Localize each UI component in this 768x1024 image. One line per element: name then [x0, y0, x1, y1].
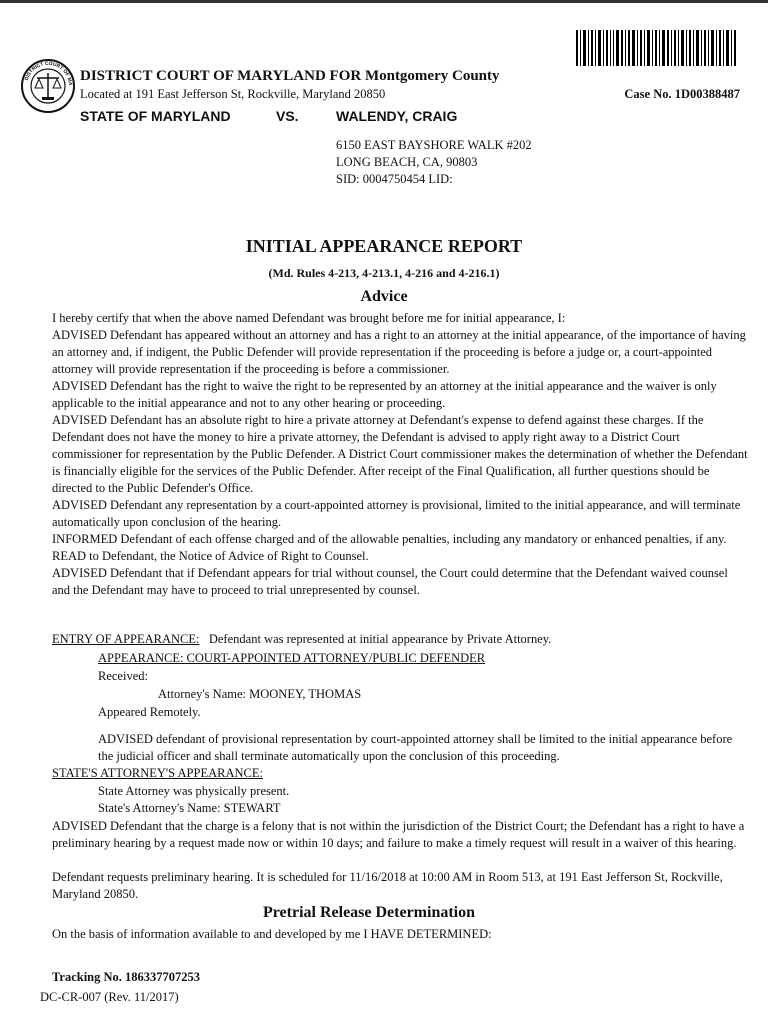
pretrial-heading: Pretrial Release Determination	[262, 904, 476, 921]
defendant-address-line1: 6150 EAST BAYSHORE WALK #202	[336, 138, 532, 152]
defendant-name: WALENDY, CRAIG	[336, 108, 458, 124]
pretrial-text: On the basis of information available to and developed by me I HAVE DETERMINED:	[52, 927, 492, 941]
entry-of-appearance	[52, 632, 551, 647]
tracking-number: Tracking No. 186337707253	[52, 970, 201, 984]
advice-paragraph: ADVISED Defendant that if Defendant appears for trial without counsel, the Court could determine that the Defendant waived counsel and the Defendant may have to proceed to trial unrepresented by counsel.	[52, 566, 728, 597]
seal-text: DISTRICT COURT OF MA	[23, 60, 74, 86]
court-location: Located at 191 East Jefferson St, Rockville, Maryland 20850	[80, 87, 386, 101]
form-number: DC-CR-007 (Rev. 11/2017)	[40, 990, 179, 1004]
entry-of-appearance-label: ENTRY OF APPEARANCE:	[52, 632, 200, 646]
states-attorney-name: State's Attorney's Name: STEWART	[98, 801, 281, 815]
versus-label: VS.	[276, 108, 299, 124]
advice-paragraph: ADVISED Defendant has appeared without an attorney and has a right to an attorney at the initial appearance, of the importance of having an attorney and, if indigent, the Public Defender will provide representation if the proceeding is before a judge or, a court-appointed attorney will provide representation if the proceeding is before a commissioner.	[52, 328, 746, 376]
advice-paragraph: INFORMED Defendant of each offense charged and of the allowable penalties, including any mandatory or enhanced penalties, if any.	[52, 532, 727, 546]
court-name: DISTRICT COURT OF MARYLAND FOR Montgomery County	[80, 68, 500, 84]
states-attorney-present: State Attorney was physically present.	[98, 784, 290, 798]
attorney-name: Attorney's Name: MOONEY, THOMAS	[158, 687, 362, 701]
states-attorney-heading: STATE'S ATTORNEY'S APPEARANCE:	[52, 766, 263, 780]
advice-paragraph: I hereby certify that when the above named Defendant was brought before me for initial appearance, I:	[52, 311, 566, 325]
advice-paragraph: READ to Defendant, the Notice of Advice of Right to Counsel.	[52, 549, 369, 563]
entry-of-appearance-text: Defendant was represented at initial appearance by Private Attorney.	[208, 632, 552, 646]
scan-top-edge	[0, 0, 768, 3]
defendant-sid: SID: 0004750454 LID:	[336, 172, 453, 186]
report-title: INITIAL APPEARANCE REPORT	[245, 236, 523, 256]
advice-paragraph: ADVISED Defendant any representation by a court-appointed attorney is provisional, limited to the initial appearance, and will terminate automatically upon conclusion of the hearing.	[52, 498, 741, 529]
advice-paragraph: ADVISED Defendant has an absolute right to hire a private attorney at Defendant's expense to defend against these charges. If the Defendant does not have the money to hire a private attorney, the Defendant is advised to apply right away to a District Court commissioner for representation by the Public Defender. A District Court commissioner makes the determination of whether the Defendant is financially eligible for the services of the Public Defender. After receipt of the Final Qualification, all further questions should be directed to the Public Defender's Office.	[52, 413, 748, 495]
barcode	[576, 30, 736, 66]
report-rules: (Md. Rules 4-213, 4-213.1, 4-216 and 4-216.1)	[268, 266, 500, 280]
advice-heading: Advice	[360, 288, 408, 305]
plaintiff-name: STATE OF MARYLAND	[80, 108, 231, 124]
hearing-request: Defendant requests preliminary hearing. It is scheduled for 11/16/2018 at 10:00 AM in Room 513, at 191 East Jefferson St, Rockville, Maryland 20850.	[52, 870, 723, 901]
court-seal-icon	[20, 58, 76, 114]
received-label: Received:	[98, 669, 148, 683]
advice-paragraph: ADVISED Defendant has the right to waive the right to be represented by an attorney at the initial appearance and the waiver is only applicable to the initial appearance and not to any other hearing or proceeding.	[52, 379, 717, 410]
court-appointed-heading: APPEARANCE: COURT-APPOINTED ATTORNEY/PUBLIC DEFENDER	[98, 651, 486, 665]
advice-section	[52, 310, 748, 599]
case-number: Case No. 1D00388487	[624, 87, 740, 101]
provisional-advice: ADVISED defendant of provisional representation by court-appointed attorney shall be limited to the initial appearance before the judicial officer and shall terminate automatically upon the conclusion of this proceeding.	[98, 732, 733, 763]
felony-advice: ADVISED Defendant that the charge is a felony that is not within the jurisdiction of the District Court; the Defendant has a right to have a preliminary hearing by a request made now or within 10 days; and failure to make a timely request will result in a waiver of this hearing.	[52, 819, 745, 850]
appeared-remotely: Appeared Remotely.	[98, 705, 201, 719]
defendant-address-line2: LONG BEACH, CA, 90803	[336, 155, 478, 169]
